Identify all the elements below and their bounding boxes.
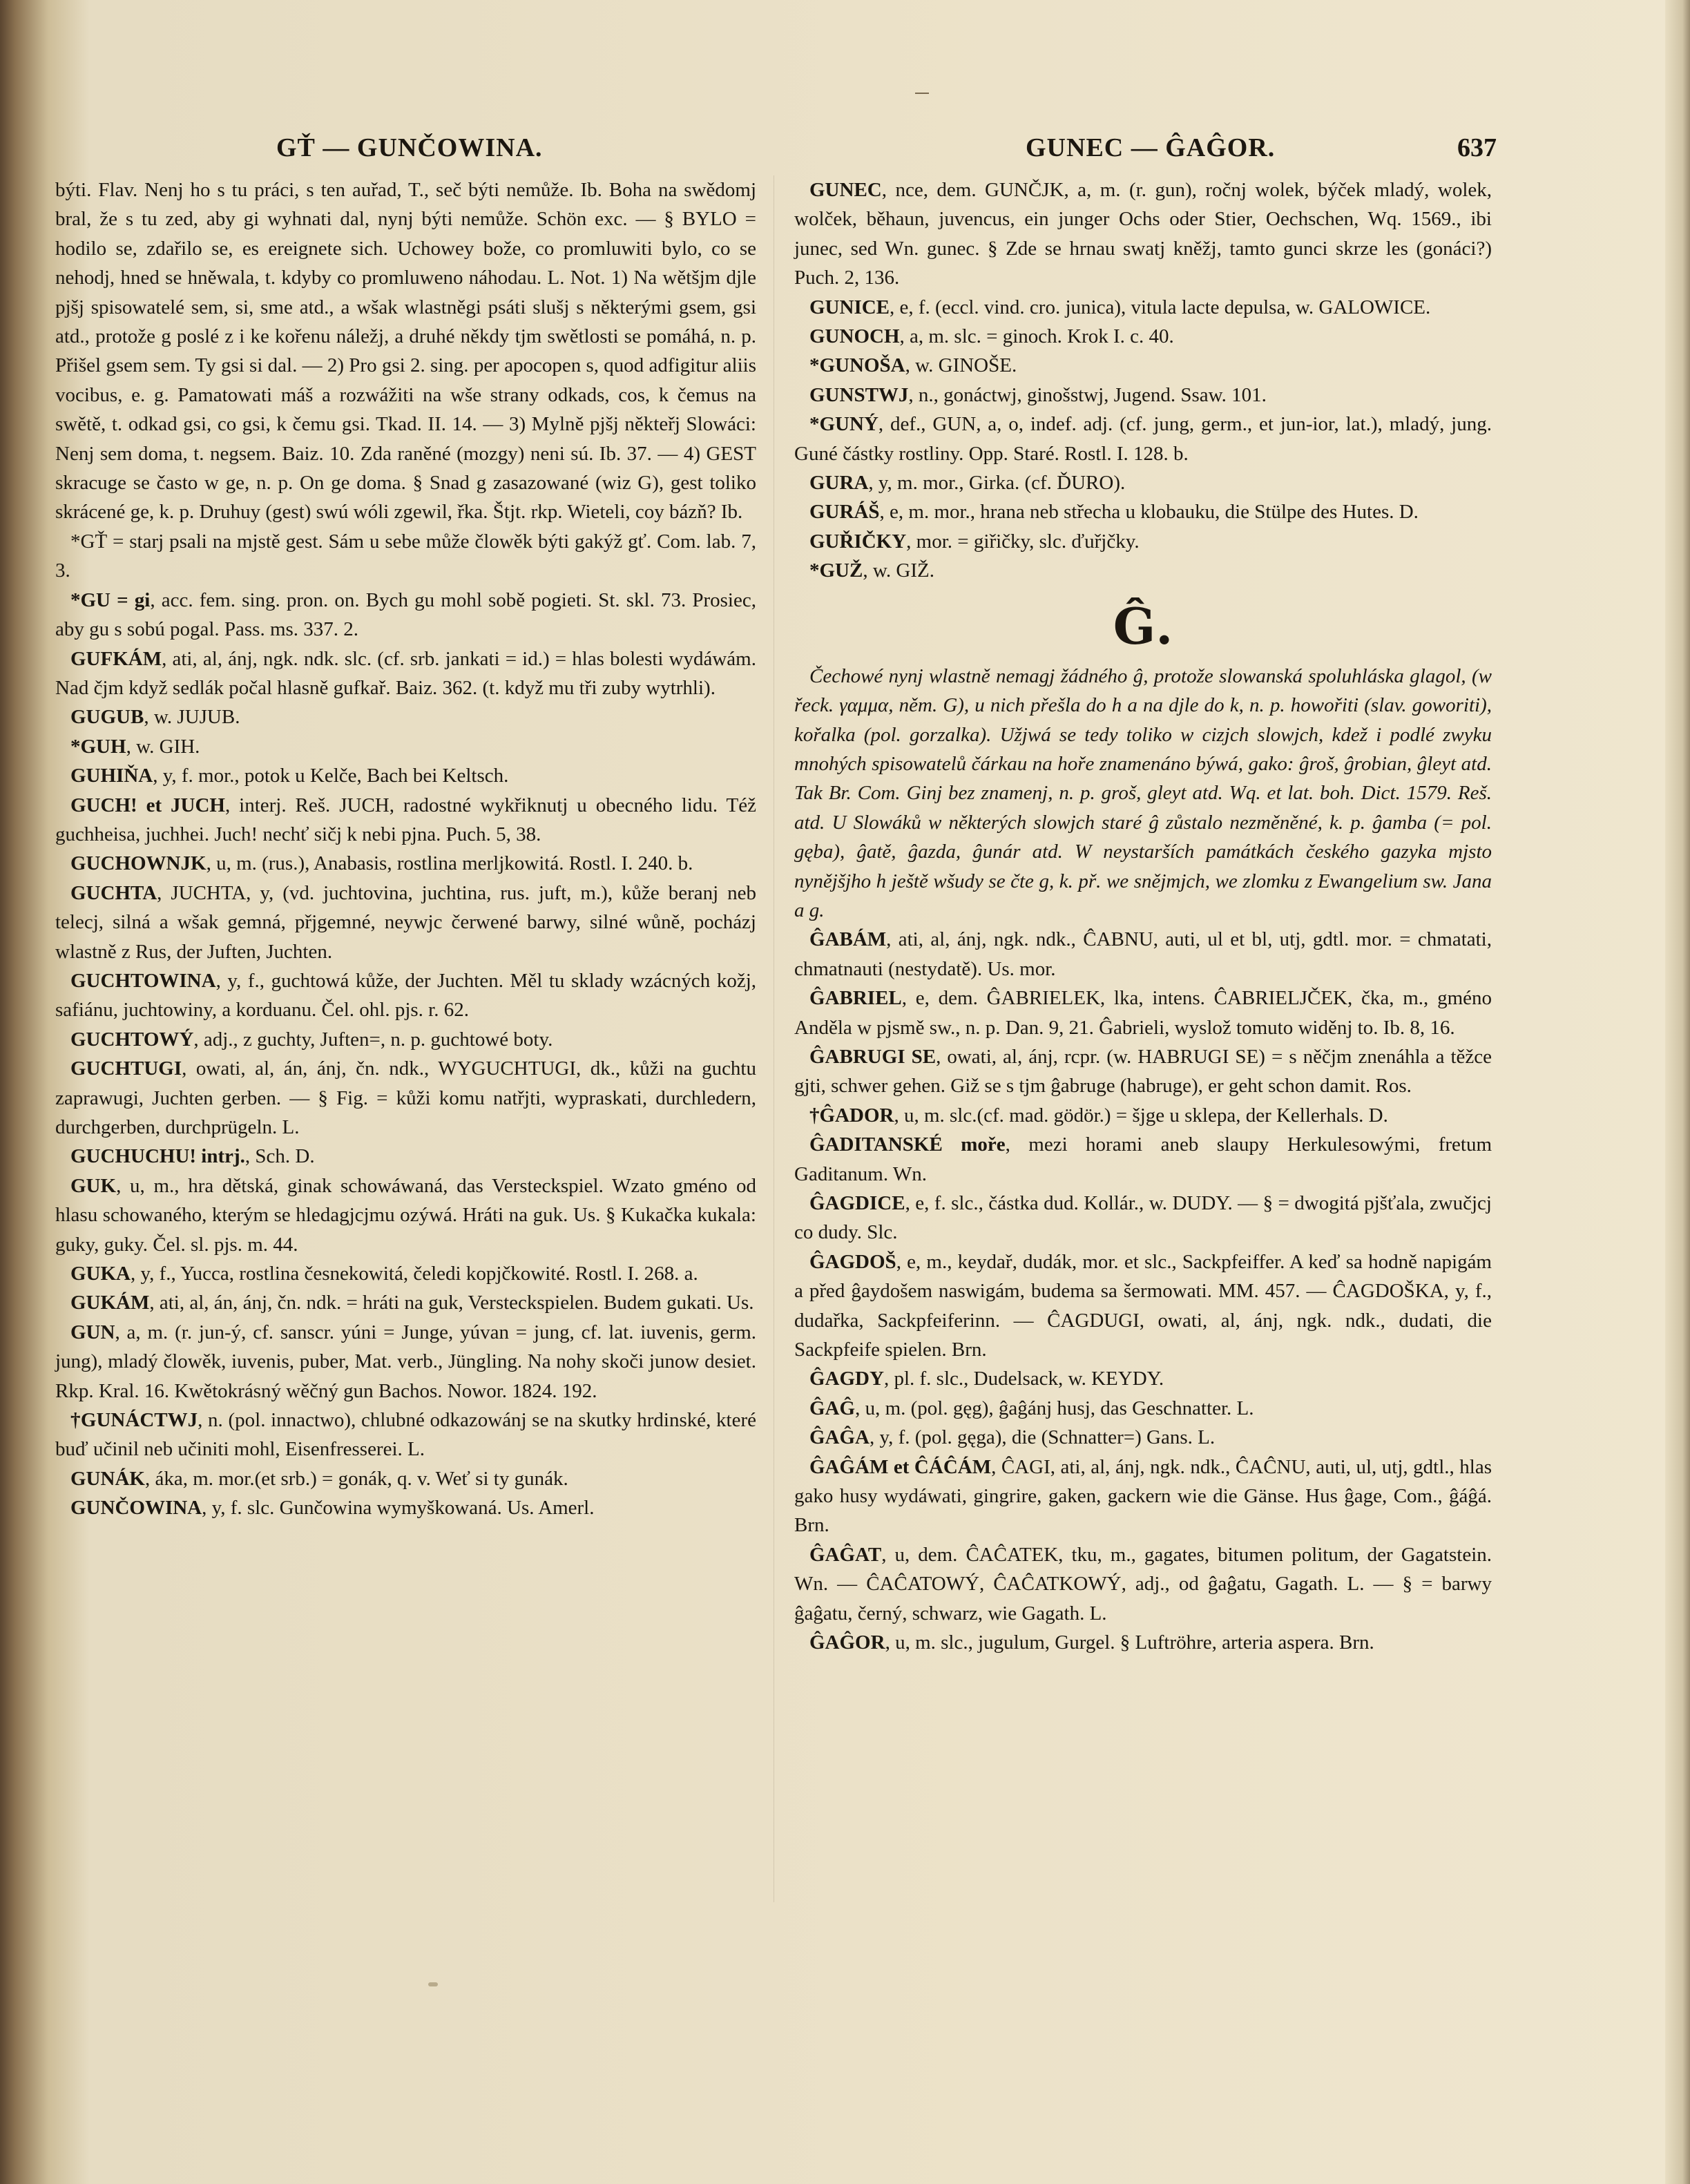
headword: ĜAĜOR [809, 1631, 885, 1654]
dictionary-entry: GUCHTUGI, owati, al, án, ánj, čn. ndk., WYGUCHTUGI, dk., kůži na guchtu zaprawugi, Juchten gerben. — § Fig. = kůži komu natřjti, wypraskati, durchledern, durchgerben, durchprügeln. L. [55, 1057, 756, 1138]
headword: GURA [809, 472, 869, 495]
headword: ĜAĜÁM et ĈÁĈÁM [809, 1455, 992, 1478]
headword: GUNICE [809, 296, 890, 318]
headword: GUKA [70, 1263, 131, 1285]
headword: GUCHTUGI [70, 1057, 182, 1080]
dictionary-entry: GUKA, y, f., Yucca, rostlina česnekowitá, čeledi kopjčkowité. Rostl. I. 268. a. [70, 1263, 698, 1285]
dictionary-entry: *GŤ = starj psali na mjstě gest. Sám u sebe může člowěk býti gakýž gť. Com. lab. 7, 3. [55, 530, 756, 582]
headword: GUCHTOWÝ [70, 1028, 194, 1051]
headword: GURÁŠ [809, 501, 880, 524]
dictionary-entry: GUCH! et JUCH, interj. Reš. JUCH, radostné wykřiknutj u obecného lidu. Též guchheisa, juchhei. Juch! nechť sičj k nebi pjna. Puch. 5, 38. [55, 794, 756, 845]
dictionary-entry: GUŘIČKY, mor. = giřičky, slc. ďuřjčky. [809, 530, 1140, 553]
headword: GUFKÁM [70, 647, 162, 670]
page-edge [1665, 0, 1690, 2184]
dictionary-entry: GUCHTA, JUCHTA, y, (vd. juchtovina, juchtina, rus. juft, m.), kůže beranj neb telecj, silná a wšak gemná, přjgemné, neywjc čerwené barwy, silné wůně, pocházj wlastně z Rus, der Juften, Juchten. [55, 881, 756, 963]
headword: *GUNOŠA [809, 354, 905, 377]
dictionary-entry: GUCHTOWINA, y, f., guchtowá kůže, der Juchten. Měl tu sklady wzácných kožj, safiánu, juchtowiny, a korduanu. Čel. ohl. pjs. r. 62. [55, 969, 756, 1022]
headword: *GUNÝ [809, 413, 878, 436]
dictionary-entry: †GUNÁCTWJ, n. (pol. innactwo), chlubné odkazowánj se na skutky hrdinské, které buď učinil neb učiniti mohl, Eisenfresserei. L. [55, 1409, 756, 1461]
headword: †GUNÁCTWJ [70, 1409, 198, 1432]
dictionary-entry: ĜAĜOR, u, m. slc., jugulum, Gurgel. § Luftröhre, arteria aspera. Brn. [809, 1631, 1374, 1654]
dictionary-entry: *GUNOŠA, w. GINOŠE. [809, 354, 1017, 377]
dictionary-entry: GUKÁM, ati, al, án, ánj, čn. ndk. = hráti na guk, Versteckspielen. Budem gukati. Us. [70, 1292, 754, 1314]
headword: *GUH [70, 735, 126, 758]
right-running-header: GUNEC — ĜAĜOR. [1026, 133, 1276, 162]
dictionary-entry: *GUŽ, w. GIŽ. [809, 559, 934, 582]
dictionary-entry: GUNEC, nce, dem. GUNČJK, a, m. (r. gun), ročnj wolek, býček mladý, wolek, wolček, běhaun, juvencus, ein junger Ochs oder Stier, Oechschen, Wq. 1569., ibi junec, sed Wn. gunec. § Zde se hrnau swatj kněžj, tamto gunci skrze les (gonáci?) Puch. 2, 136. [794, 179, 1492, 289]
dictionary-entry: GUGUB, w. JUJUB. [70, 706, 240, 729]
headword: GUCHUCHU! intrj. [70, 1145, 245, 1168]
left-column [55, 175, 756, 1523]
headword: †ĜADOR [809, 1104, 894, 1127]
headword: ĜAĜA [809, 1426, 870, 1449]
headword: GUNČOWINA [70, 1497, 202, 1520]
dictionary-entry: ĜAĜA, y, f. (pol. gęga), die (Schnatter=) Gans. L. [809, 1426, 1216, 1449]
headword: GUHIŇA [70, 765, 153, 787]
dictionary-entry: ĜABRIEL, e, dem. ĜABRIELEK, lka, intens. ĈABRIELJČEK, čka, m., gméno Anděla w pjsmě sw., n. p. Dan. 9, 21. Ĝabrieli, wyslož tomuto widěnj to. Ib. 8, 16. [794, 987, 1492, 1039]
dictionary-entry: GUCHOWNJK, u, m. (rus.), Anabasis, rostlina merljkowitá. Rostl. I. 240. b. [70, 852, 693, 875]
dictionary-entry: ĜAĜAT, u, dem. ĈAĈATEK, tku, m., gagates, bitumen politum, der Gagatstein. Wn. — ĈAĈATOWÝ, ĈAĈATKOWÝ, adj., od ĝaĝatu, Gagath. L. — § = barwy ĝaĝatu, černý, schwarz, wie Gagath. L. [794, 1543, 1492, 1625]
headword: ĜABÁM [809, 928, 887, 951]
dictionary-entry: *GUH, w. GIH. [70, 735, 200, 758]
dictionary-entry: GUN, a, m. (r. jun-ý, cf. sanscr. yúni = Junge, yúvan = jung, cf. lat. iuvenis, germ. jung), mladý člowěk, iuvenis, puber, Mat. verb., Jüngling. Na nohy skoči junow desiet. Rkp. Kral. 16. Kwětokrásný wěčný gun Bachos. Nowor. 1824. 192. [55, 1321, 756, 1402]
dictionary-entry: GUCHUCHU! intrj., Sch. D. [70, 1145, 315, 1168]
dictionary-entry: ĜAĜ, u, m. (pol. gęg), ĝaĝánj husj, das Geschnatter. L. [809, 1397, 1254, 1419]
dictionary-entry: GUNICE, e, f. (eccl. vind. cro. junica), vitula lacte depulsa, w. GALOWICE. [809, 296, 1431, 318]
dictionary-entry: ĜADITANSKÉ moře, mezi horami aneb slaupy Herkulesowými, fretum Gaditanum. Wn. [794, 1133, 1492, 1185]
dictionary-entry: GUNÁK, áka, m. mor.(et srb.) = gonák, q. v. Weť si ty gunák. [70, 1467, 568, 1490]
left-running-header: GŤ — GUNČOWINA. [276, 133, 543, 162]
ink-smudge [428, 1982, 438, 1986]
dictionary-entry: GURÁŠ, e, m. mor., hrana neb střecha u klobauku, die Stülpe des Hutes. D. [809, 501, 1419, 524]
headword: ĜAĜAT [809, 1543, 882, 1566]
headword: GUNEC [809, 179, 882, 201]
dictionary-entry: GUCHTOWÝ, adj., z guchty, Juften=, n. p. guchtowé boty. [70, 1028, 553, 1051]
dictionary-entry: ĜABRUGI SE, owati, al, ánj, rcpr. (w. HABRUGI SE) = s něčjm znenáhla a těžce gjti, schwer gehen. Giž se s tjm ĝabruge (habruge), er geht schon damit. Ros. [794, 1045, 1492, 1098]
section-letter-heading: Ĝ. [1113, 596, 1173, 655]
right-column [794, 175, 1492, 1658]
headword: GUK [70, 1174, 117, 1197]
dictionary-entry: ĜAGDICE, e, f. slc., částka dud. Kollár., w. DUDY. — § = dwogitá pjšťala, zwučjcj co dudy. Slc. [794, 1192, 1492, 1244]
headword: ĜAGDICE [809, 1192, 905, 1214]
headword: ĜAGDOŠ [809, 1250, 896, 1273]
headword: GUGUB [70, 706, 144, 729]
headword: *GU = gi [70, 588, 151, 611]
dictionary-entry: †ĜADOR, u, m. slc.(cf. mad. gödör.) = šjge u sklepa, der Kellerhals. D. [809, 1104, 1388, 1127]
headword: ĜABRIEL [809, 987, 902, 1010]
dictionary-entry: GUNOCH, a, m. slc. = ginoch. Krok I. c. 40. [809, 325, 1174, 348]
headword: GUNOCH [809, 325, 900, 348]
headword: *GUŽ [809, 559, 863, 582]
headword: GUCH! et JUCH [70, 794, 225, 816]
dictionary-entry: GUK, u, m., hra dětská, ginak schowáwaná, das Versteckspiel. Wzato gméno od hlasu schowaného, kterým se hledagjcjmu ozýwá. Hráti na guk. Us. § Kukačka kukala: guky, guky. Čel. sl. pjs. m. 44. [55, 1174, 756, 1256]
headword: GUNÁK [70, 1467, 145, 1490]
headword: GUNSTWJ [809, 383, 909, 406]
page-number: 637 [1457, 133, 1497, 162]
headword: GUCHTOWINA [70, 969, 216, 992]
headword: GUN [70, 1321, 115, 1343]
dictionary-entry: býti. Flav. Nenj ho s tu práci, s ten auřad, T., seč býti nemůže. Ib. Boha na swědomj bral, že s tu zed, aby gi wyhnati dal, nynj býti nemůže. Schön exc. — § BYLO = hodilo se, zdařilo se, es ereignete sich. Uchowey bože, co promluwiti bylo, co se nehodj, hned se hněwala, t. kdyby co promluweno náhodau. L. Not. 1) Na wětšjm djle pjšj spisowatelé sem, si, sme atd., a wšak wlastněgi psáti slušj s některými gsem, gsi atd., protože g poslé z i ke kořenu náležj, a druhé někdy tjm swětlosti se pomáhá, n. p. Přišel gsem sem. Ty gsi si dal. — 2) Pro gsi 2. sing. per apocopen s, quod adfigitur aliis vocibus, e. g. Pamatowati máš a rozwážiti na wše strany odkads, cos, k čemus na swětě, t. odkad gsi, co gsi, k čemu gsi. Tkad. II. 14. — 3) Mylně pjšj někteřj Slowáci: Nenj sem doma, t. negsem. Baiz. 10. Zda raněné (mozgy) neni sú. Ib. 37. — 4) GEST skracuge se často w ge, n. p. On ge doma. § Snad g zasazowané (wiz G), gest toliko skrácené ge, k. p. Druhuy (gest) swú wóli zgewil, řka. Štjt. rkp. Wieteli, coy bázň? Ib. [55, 179, 756, 524]
dictionary-entry: ĜAGDY, pl. f. slc., Dudelsack, w. KEYDY. [809, 1368, 1164, 1390]
dictionary-entry: GUNSTWJ, n., gonáctwj, ginošstwj, Jugend. Ssaw. 101. [809, 383, 1267, 406]
printer-mark [915, 93, 929, 94]
dictionary-entry: *GU = gi, acc. fem. sing. pron. on. Bych gu mohl sobě pogieti. St. skl. 73. Prosiec, aby gu s sobú pogal. Pass. ms. 337. 2. [55, 588, 756, 641]
headword: ĜADITANSKÉ moře [809, 1133, 1006, 1156]
headword: GUCHOWNJK [70, 852, 207, 875]
section-intro: Čechowé nynj wlastně nemagj žádného ĝ, protože slowanská spoluhláska glagol, (w řeck. γαμμα, něm. G), u nich přešla do h a na djle do k, n. p. howořiti (slav. goworiti), kořalka (pol. gorzalka). Užjwá se tedy toliko w cizjch slowjch, kdež i podlé zwyku mnohých spisowatelů čárkau na hoře znamenáno býwá, gako: ĝroš, ĝrobian, ĝleyt atd. Tak Br. Com. Ginj bez znamenj, n. p. groš, gleyt atd. Wq. et lat. boh. Dict. 1579. Reš. atd. U Slowáků w některých slowjch staré ĝ zůstalo nezměněné, k. p. ĝamba (= pol. gęba), ĝatě, ĝazda, ĝunár atd. W neystarších památkách českého gazyka mjsto nynějšjho h ještě wšudy se čte g, k. př. we snějmjch, we zlomku z Ewangelium sw. Jana a g. [794, 664, 1492, 921]
headword: GUCHTA [70, 881, 157, 904]
dictionary-entry: GURA, y, m. mor., Girka. (cf. ĎURO). [809, 472, 1126, 495]
headword: ĜAGDY [809, 1368, 884, 1390]
headword: GUKÁM [70, 1292, 150, 1314]
headword: ĜABRUGI SE [809, 1045, 937, 1068]
dictionary-entry: GUNČOWINA, y, f. slc. Gunčowina wymyškowaná. Us. Amerl. [70, 1497, 595, 1520]
headword: GUŘIČKY [809, 530, 907, 553]
dictionary-entry: ĜAGDOŠ, e, m., keydař, dudák, mor. et slc., Sackpfeiffer. A keď sa hodně napigám a před ĝaydošem naswigám, budema sa šermowati. MM. 457. — ĈAGDOŠKA, y, f., dudařka, Sackpfeiferinn. — ĈAGDUGI, owati, al, ánj, ngk. ndk., dudati, die Sackpfeife spielen. Brn. [794, 1250, 1492, 1361]
dictionary-entry: GUFKÁM, ati, al, ánj, ngk. ndk. slc. (cf. srb. jankati = id.) = hlas bolesti wydáwám. Nad čjm když sedlák počal hlasně gufkař. Baiz. 362. (t. když mu tři zuby wytrhli). [55, 647, 756, 699]
dictionary-entry: ĜAĜÁM et ĈÁĈÁM, ĈAGI, ati, al, ánj, ngk. ndk., ĈAĈNU, auti, ul, utj, gdtl., hlas gako husy wydáwati, gingrire, gaken, gackern wie die Gänse. Hus ĝage, Com., ĝáĝá. Brn. [794, 1455, 1492, 1537]
dictionary-entry: GUHIŇA, y, f. mor., potok u Kelče, Bach bei Keltsch. [70, 765, 509, 787]
dictionary-entry: *GUNÝ, def., GUN, a, o, indef. adj. (cf. jung, germ., et jun-ior, lat.), mladý, jung. Guné částky rostliny. Opp. Staré. Rostl. I. 128. b. [794, 413, 1492, 465]
dictionary-entry: ĜABÁM, ati, al, ánj, ngk. ndk., ĈABNU, auti, ul et bl, utj, gdtl. mor. = chmatati, chmatnauti (nestydatě). Us. mor. [794, 928, 1492, 980]
headword: ĜAĜ [809, 1397, 856, 1419]
